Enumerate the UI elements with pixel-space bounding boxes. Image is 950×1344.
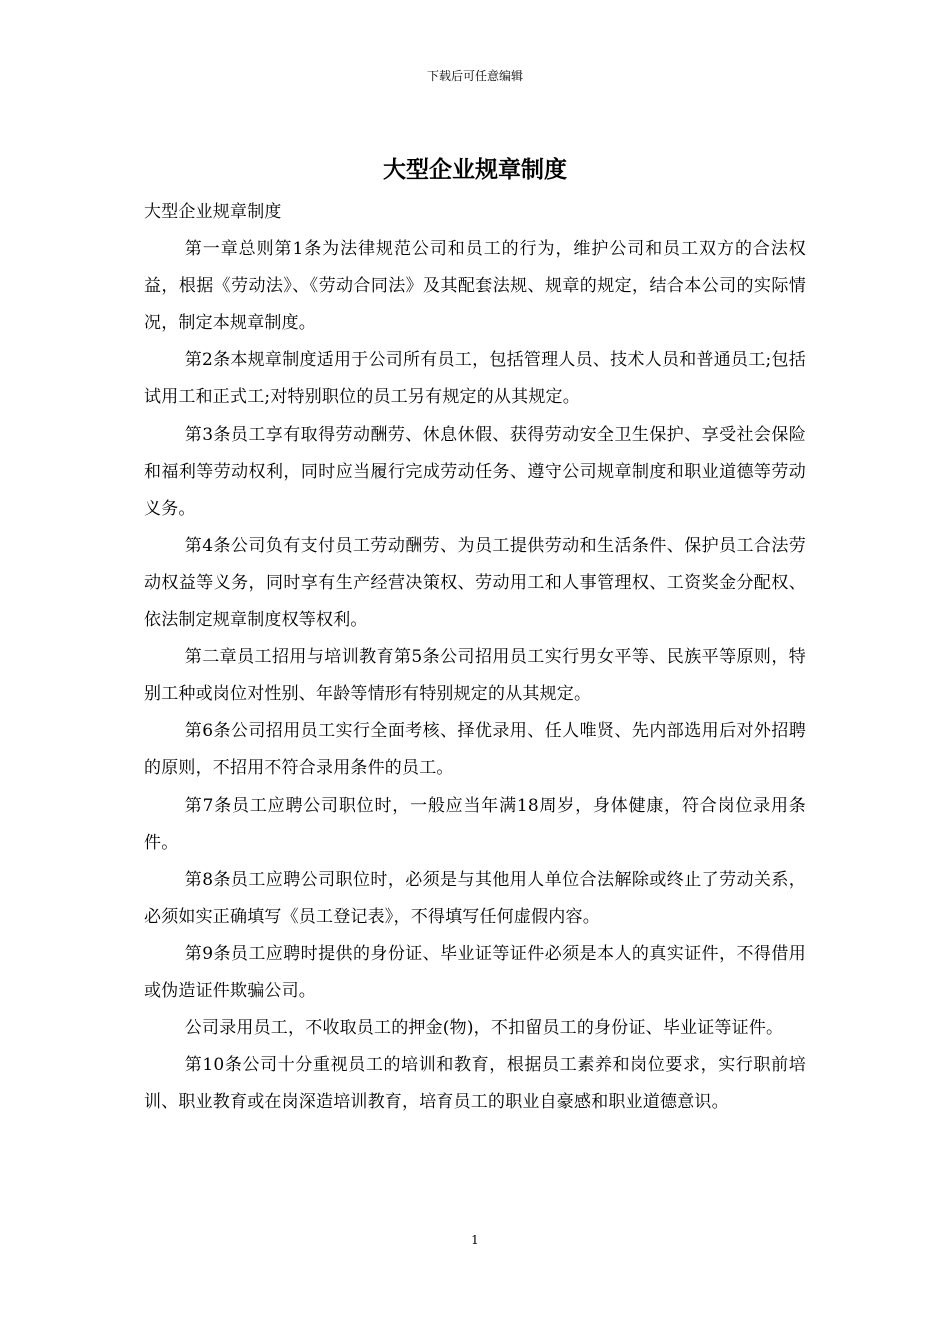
document-title: 大型企业规章制度 (383, 157, 567, 183)
document-body (144, 194, 806, 1121)
paragraph: 第2条本规章制度适用于公司所有员工，包括管理人员、技术人员和普通员工;包括试用工和正式工;对特别职位的员工另有规定的从其规定。 (144, 350, 806, 408)
paragraph: 第一章总则第1条为法律规范公司和员工的行为，维护公司和员工双方的合法权益，根据《劳动法》、《劳动合同法》及其配套法规、规章的规定，结合本公司的实际情况，制定本规章制度。 (144, 239, 806, 334)
subtitle-paragraph: 大型企业规章制度 (144, 202, 282, 222)
paragraph: 第4条公司负有支付员工劳动酬劳、为员工提供劳动和生活条件、保护员工合法劳动权益等义务，同时享有生产经营决策权、劳动用工和人事管理权、工资奖金分配权、依法制定规章制度权等权利。 (144, 535, 806, 631)
paragraph: 第3条员工享有取得劳动酬劳、休息休假、获得劳动安全卫生保护、享受社会保险和福利等劳动权利，同时应当履行完成劳动任务、遵守公司规章制度和职业道德等劳动义务。 (144, 424, 806, 519)
paragraph: 第9条员工应聘时提供的身份证、毕业证等证件必须是本人的真实证件，不得借用或伪造证件欺骗公司。 (144, 943, 806, 1001)
paragraph: 第8条员工应聘公司职位时，必须是与其他用人单位合法解除或终止了劳动关系，必须如实正确填写《员工登记表》，不得填写任何虚假内容。 (144, 869, 806, 927)
paragraph: 第10条公司十分重视员工的培训和教育，根据员工素养和岗位要求，实行职前培训、职业教育或在岗深造培训教育，培育员工的职业自豪感和职业道德意识。 (144, 1055, 806, 1113)
header-note: 下载后可任意编辑 (426, 69, 523, 83)
paragraph: 第7条员工应聘公司职位时，一般应当年满18周岁，身体健康，符合岗位录用条件。 (144, 795, 806, 853)
paragraph: 第6条公司招用员工实行全面考核、择优录用、任人唯贤、先内部选用后对外招聘的原则，不招用不符合录用条件的员工。 (144, 721, 806, 779)
page-number: 1 (471, 1233, 479, 1247)
paragraph: 公司录用员工，不收取员工的押金(物)，不扣留员工的身份证、毕业证等证件。 (184, 1018, 784, 1039)
paragraph: 第二章员工招用与培训教育第5条公司招用员工实行男女平等、民族平等原则，特别工种或岗位对性别、年龄等情形有特别规定的从其规定。 (144, 647, 806, 705)
